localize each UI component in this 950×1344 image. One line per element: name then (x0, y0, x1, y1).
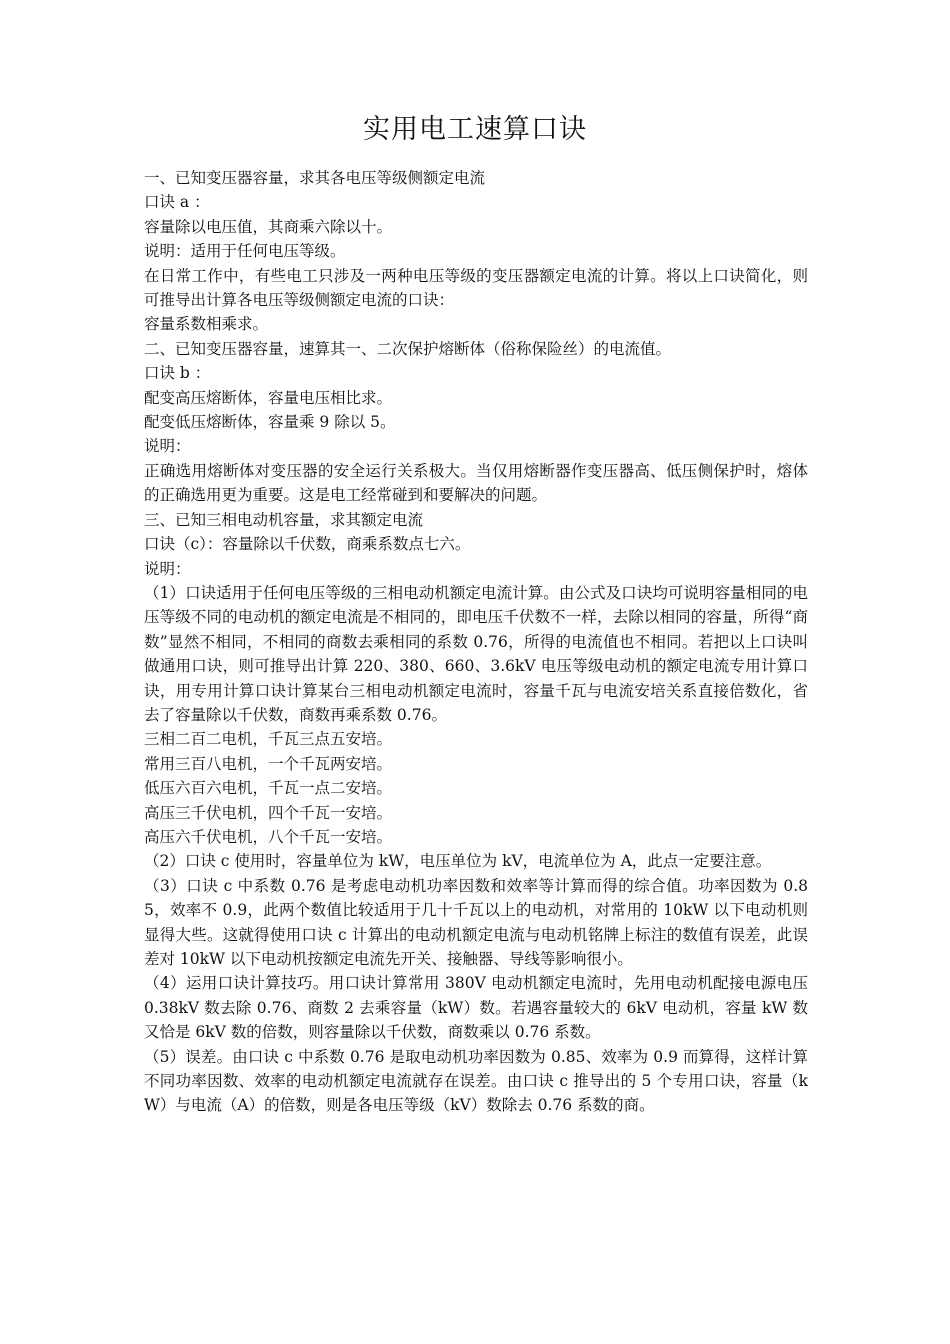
paragraph: 口诀 b ： (144, 364, 211, 383)
paragraph: 二、已知变压器容量，速算其一、二次保护熔断体（俗称保险丝）的电流值。 (144, 339, 672, 358)
paragraph: 正确选用熔断体对变压器的安全运行关系极大。当仅用熔断器作变压器高、低压侧保护时，熔体的正确选用更为重要。这是电工经常碰到和要解决的问题。 (144, 461, 808, 505)
paragraph: （5）误差。由口诀 c 中系数 0.76 是取电动机功率因数为 0.85、效率为 0.9 而算得，这样计算不同功率因数、效率的电动机额定电流就存在误差。由口诀 c 推导出的 5 个专用口诀，容量（kW）与电流（A）的倍数，则是各电压等级（kV）数除去 0.76 系数的商。 (144, 1047, 808, 1115)
paragraph: （1）口诀适用于任何电压等级的三相电动机额定电流计算。由公式及口诀均可说明容量相同的电压等级不同的电动机的额定电流是不相同的，即电压千伏数不一样，去除以相同的容量，所得“商数”显然不相同，不相同的商数去乘相同的系数 0.76，所得的电流值也不相同。若把以上口诀叫做通用口诀，则可推导出计算 220、380、660、3.6kV 电压等级电动机的额定电流专用计算口诀，用专用计算口诀计算某台三相电动机额定电流时，容量千瓦与电流安培关系直接倍数化，省去了容量除以千伏数，商数再乘系数 0.76。 (144, 583, 808, 724)
paragraph: 三、已知三相电动机容量，求其额定电流 (144, 510, 424, 529)
paragraph: 配变高压熔断体，容量电压相比求。 (144, 388, 393, 407)
paragraph: 配变低压熔断体，容量乘 9 除以 5。 (144, 413, 396, 432)
paragraph: 说明：适用于任何电压等级。 (144, 242, 346, 261)
paragraph: 低压六百六电机，千瓦一点二安培。 (144, 779, 393, 798)
paragraph: （2）口诀 c 使用时，容量单位为 kW，电压单位为 kV，电流单位为 A，此点一定要注意。 (144, 852, 772, 871)
paragraph: 说明： (144, 559, 191, 578)
paragraph: 容量系数相乘求。 (144, 315, 269, 334)
paragraph: 口诀 a ： (144, 193, 210, 212)
paragraph: 三相二百二电机，千瓦三点五安培。 (144, 730, 393, 749)
document-body (144, 166, 808, 1118)
paragraph: 高压三千伏电机，四个千瓦一安培。 (144, 803, 393, 822)
paragraph: 说明： (144, 437, 191, 456)
paragraph: （4）运用口诀计算技巧。用口诀计算常用 380V 电动机额定电流时，先用电动机配接电源电压 0.38kV 数去除 0.76、商数 2 去乘容量（kW）数。若遇容量较大的 6kV 电动机，容量 kW 数又恰是 6kV 数的倍数，则容量除以千伏数，商数乘以 0.76 系数。 (144, 974, 808, 1042)
paragraph: 口诀（c）：容量除以千伏数，商乘系数点七六。 (144, 535, 471, 554)
paragraph: 容量除以电压值，其商乘六除以十。 (144, 217, 393, 236)
page-title: 实用电工速算口诀 (363, 114, 587, 145)
paragraph: 一、已知变压器容量，求其各电压等级侧额定电流 (144, 169, 486, 187)
paragraph: （3）口诀 c 中系数 0.76 是考虑电动机功率因数和效率等计算而得的综合值。功率因数为 0.85，效率不 0.9，此两个数值比较适用于几十千瓦以上的电动机，对常用的 10kW 以下电动机则显得大些。这就得使用口诀 c 计算出的电动机额定电流与电动机铭牌上标注的数值有误差，此误差对 10kW 以下电动机按额定电流先开关、接触器、导线等影响很小。 (144, 876, 808, 968)
paragraph: 常用三百八电机，一个千瓦两安培。 (144, 754, 393, 773)
paragraph: 在日常工作中，有些电工只涉及一两种电压等级的变压器额定电流的计算。将以上口诀简化，则可推导出计算各电压等级侧额定电流的口诀： (144, 266, 808, 310)
paragraph: 高压六千伏电机，八个千瓦一安培。 (144, 827, 393, 846)
